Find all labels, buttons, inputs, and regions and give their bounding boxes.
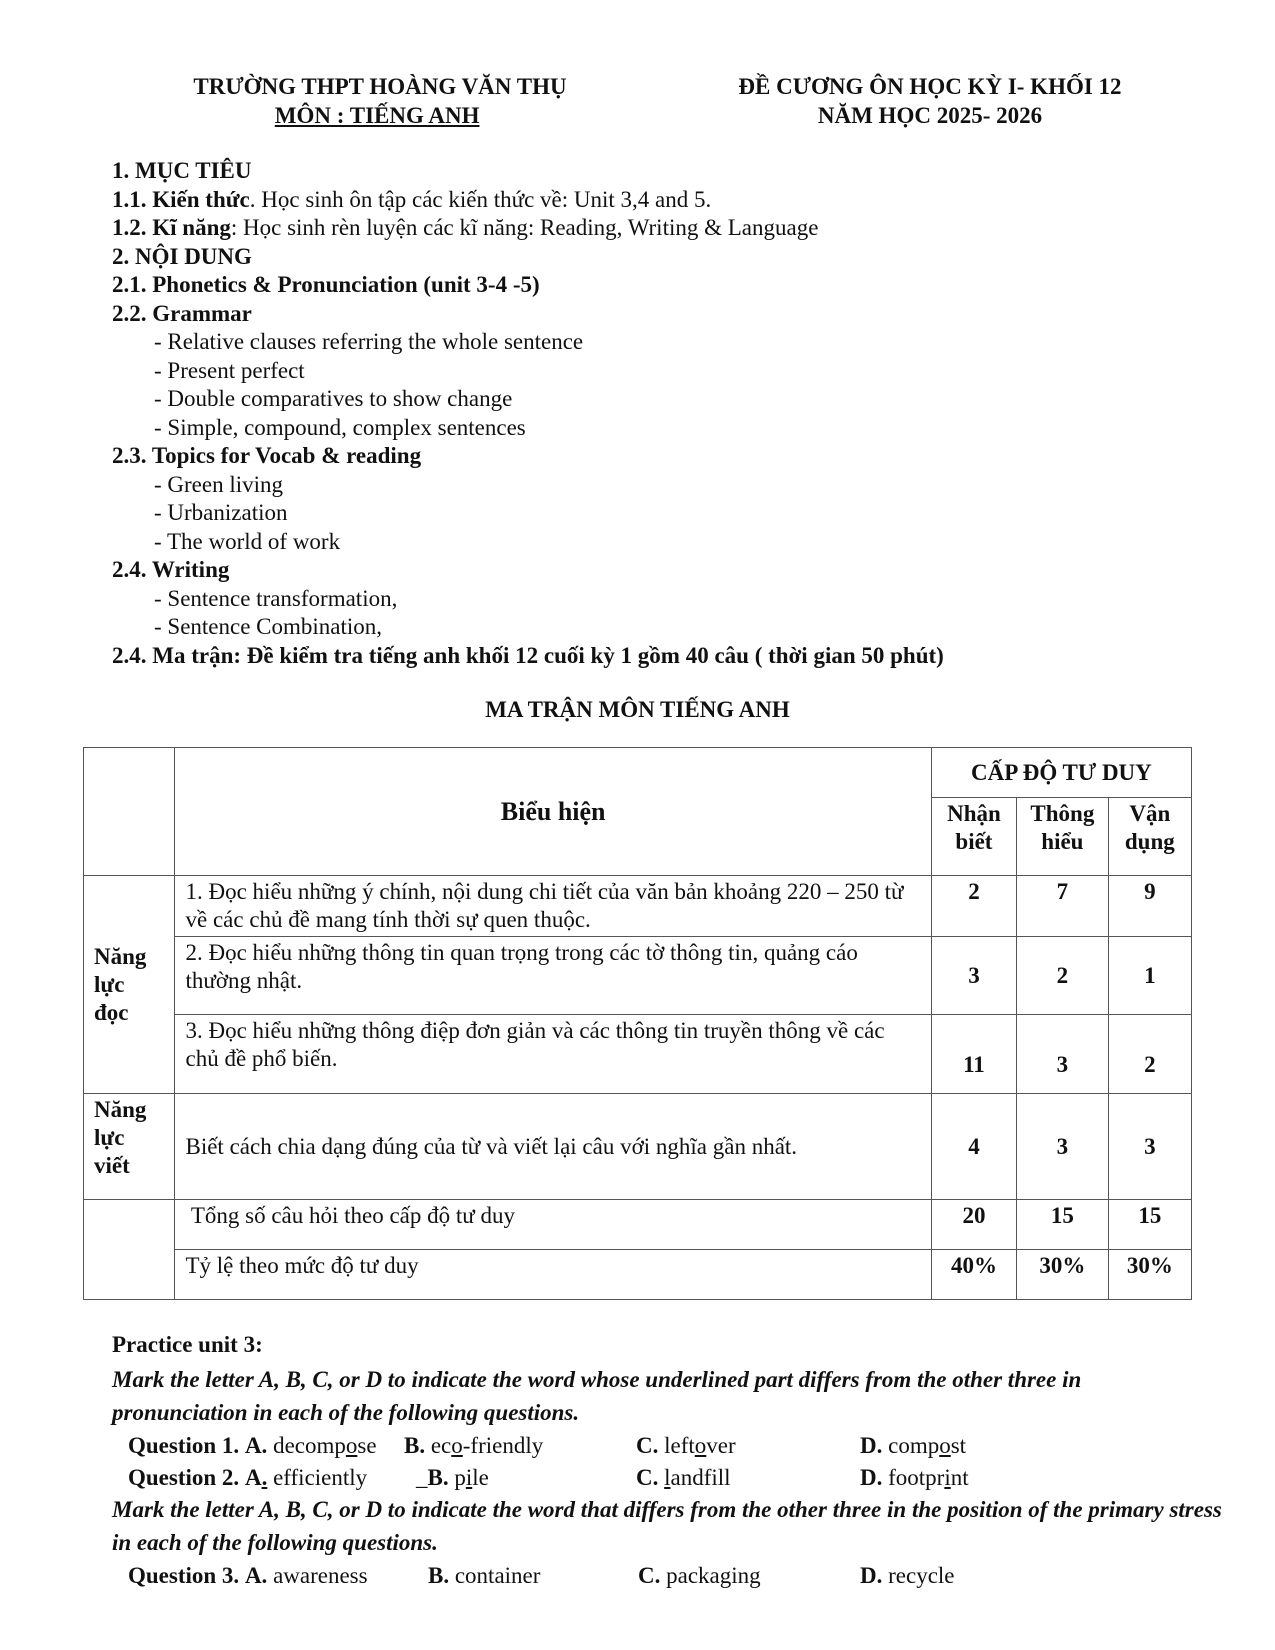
outline bbox=[112, 157, 1192, 670]
row-value: 2 bbox=[931, 876, 1016, 937]
grammar-item: - Simple, compound, complex sentences bbox=[154, 414, 526, 440]
grammar-item: - Present perfect bbox=[154, 357, 305, 383]
practice-section bbox=[112, 1328, 1222, 1591]
school-year: NĂM HỌC 2025- 2026 bbox=[817, 103, 1043, 128]
row-value: 4 bbox=[931, 1094, 1016, 1200]
matrix-table bbox=[83, 747, 1192, 1300]
row-value: 1 bbox=[1108, 937, 1191, 1015]
ratio-value: 30% bbox=[1017, 1250, 1108, 1300]
level-header: Thông hiểu bbox=[1017, 798, 1108, 876]
header-right bbox=[700, 72, 1160, 130]
row-value: 11 bbox=[931, 1015, 1016, 1094]
instruction-pronunciation: Mark the letter A, B, C, or D to indicate the word whose underlined part differs from the other three in pronunciation in each of the following questions. bbox=[112, 1367, 1082, 1425]
matrix-title: MA TRẬN MÔN TIẾNG ANH bbox=[485, 697, 790, 722]
ratio-value: 30% bbox=[1108, 1250, 1191, 1300]
instruction-stress: Mark the letter A, B, C, or D to indicate the word that differs from the other three in the position of the primary stress in each of the following questions. bbox=[112, 1497, 1222, 1555]
document-title: ĐỀ CƯƠNG ÔN HỌC KỲ I- KHỐI 12 bbox=[738, 74, 1122, 99]
section-1-1: 1.1. Kiến thức. Học sinh ôn tập các kiến thức về: Unit 3,4 and 5. bbox=[112, 186, 712, 212]
row-text: 1. Đọc hiểu những ý chính, nội dung chi tiết của văn bản khoảng 220 – 250 từ về các chủ đề mang tính thời sự quen thuộc. bbox=[175, 876, 931, 937]
topic-item: - Green living bbox=[154, 471, 284, 497]
total-value: 20 bbox=[931, 1200, 1016, 1250]
total-value: 15 bbox=[1108, 1200, 1191, 1250]
section-1: 1. MỤC TIÊU bbox=[112, 158, 252, 183]
matrix-corner-cell bbox=[84, 748, 175, 876]
school-name: TRƯỜNG THPT HOÀNG VĂN THỤ bbox=[193, 74, 567, 99]
grammar-item: - Double comparatives to show change bbox=[154, 386, 513, 411]
row-text: 3. Đọc hiểu những thông điệp đơn giản và các thông tin truyền thông về các chủ đề phổ biến. bbox=[175, 1015, 931, 1094]
row-value: 3 bbox=[1108, 1094, 1191, 1200]
ratio-label: Tỷ lệ theo mức độ tư duy bbox=[175, 1250, 931, 1300]
ratio-value: 40% bbox=[931, 1250, 1016, 1300]
matrix-header-bieu-hien: Biểu hiện bbox=[175, 748, 931, 876]
section-2: 2. NỘI DUNG bbox=[112, 243, 252, 269]
matrix-empty-cell bbox=[84, 1200, 175, 1300]
row-value: 2 bbox=[1108, 1015, 1191, 1094]
section-1-2: 1.2. Kĩ năng: Học sinh rèn luyện các kĩ năng: Reading, Writing & Language bbox=[112, 215, 819, 240]
subject-name: MÔN : TIẾNG ANH bbox=[274, 103, 480, 128]
section-2-4-matrix: 2.4. Ma trận: Đề kiểm tra tiếng anh khối 12 cuối kỳ 1 gồm 40 câu ( thời gian 50 phút) bbox=[112, 642, 944, 668]
topic-item: - Urbanization bbox=[154, 500, 288, 525]
level-header: Vận dụng bbox=[1108, 798, 1191, 876]
row-value: 7 bbox=[1017, 876, 1108, 937]
total-value: 15 bbox=[1017, 1200, 1108, 1250]
group-doc: Năng lực đọc bbox=[84, 876, 175, 1094]
group-viet: Năng lực viết bbox=[84, 1094, 175, 1200]
topic-item: - The world of work bbox=[154, 528, 341, 554]
level-header: Nhận biết bbox=[931, 798, 1016, 876]
row-value: 9 bbox=[1108, 876, 1191, 937]
grammar-item: - Relative clauses referring the whole sentence bbox=[154, 329, 584, 354]
total-label: Tổng số câu hỏi theo cấp độ tư duy bbox=[175, 1200, 931, 1250]
matrix-header-cap-do: CẤP ĐỘ TƯ DUY bbox=[931, 748, 1191, 798]
row-text: 2. Đọc hiểu những thông tin quan trọng trong các tờ thông tin, quảng cáo thường nhật. bbox=[175, 937, 931, 1015]
question-3: Question 3. A. awareness B. container C. packaging D. recycle bbox=[128, 1563, 955, 1588]
row-value: 3 bbox=[1017, 1015, 1108, 1094]
section-2-3: 2.3. Topics for Vocab & reading bbox=[112, 443, 422, 468]
section-2-1: 2.1. Phonetics & Pronunciation (unit 3-4 -5) bbox=[112, 272, 540, 297]
row-value: 3 bbox=[931, 937, 1016, 1015]
section-2-2: 2.2. Grammar bbox=[112, 300, 252, 326]
question-2: Question 2. A. efficiently _B. pile C. landfill D. footprint bbox=[128, 1465, 969, 1490]
section-2-4: 2.4. Writing bbox=[112, 557, 230, 582]
row-value: 2 bbox=[1017, 937, 1108, 1015]
question-1: Question 1. A. decompose B. eco-friendly C. leftover D. compost bbox=[128, 1433, 967, 1458]
row-value: 3 bbox=[1017, 1094, 1108, 1200]
practice-title: Practice unit 3: bbox=[112, 1332, 263, 1357]
writing-item: - Sentence transformation, bbox=[154, 585, 398, 611]
row-text: Biết cách chia dạng đúng của từ và viết lại câu với nghĩa gần nhất. bbox=[175, 1094, 931, 1200]
header-left bbox=[140, 72, 620, 130]
writing-item: - Sentence Combination, bbox=[154, 614, 383, 639]
